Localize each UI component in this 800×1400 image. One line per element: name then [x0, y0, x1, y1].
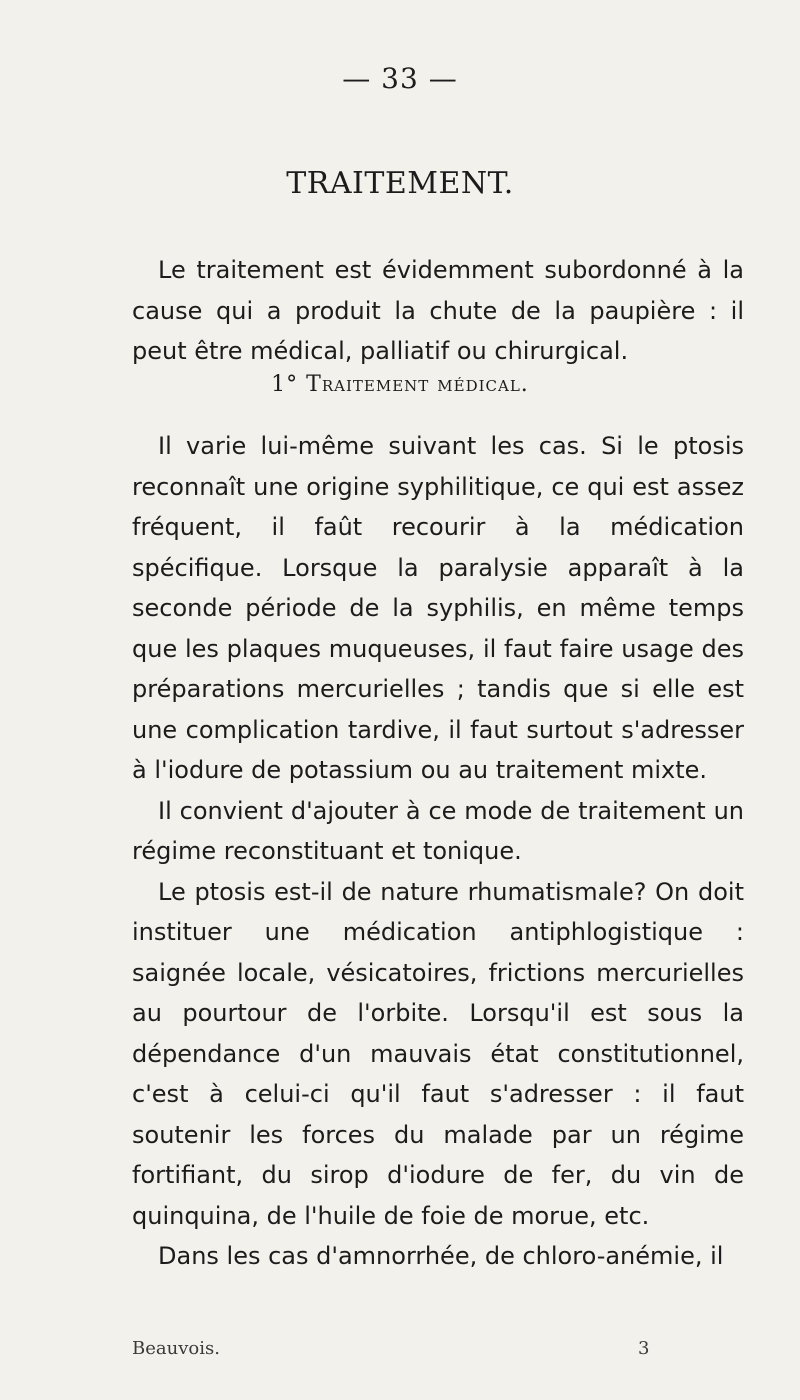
- intro-paragraph: Le traitement est évidemment subordonné à la cause qui a produit la chute de la paupière : il peut être médical, palliatif ou chirurgical.: [132, 256, 744, 365]
- body-text: [132, 426, 744, 1277]
- chapter-title: TRAITEMENT.: [286, 166, 514, 201]
- intro-block: [132, 250, 744, 372]
- page-number: — 33 —: [342, 62, 458, 95]
- footer-author: Beauvois.: [132, 1338, 220, 1359]
- paragraph: Dans les cas d'amnorrhée, de chloro-anémie, il: [158, 1242, 724, 1270]
- paragraph: Il varie lui-même suivant les cas. Si le ptosis reconnaît une origine syphilitique, ce qui est assez fréquent, il faût recourir à la médication spécifique. Lorsque la paralysie apparaît à la seconde période de la syphilis, en même temps que les plaques muqueuses, il faut faire usage des préparations mercurielles ; tandis que si elle est une complication tardive, il faut surtout s'adresser à l'iodure de potassium ou au traitement mixte.: [132, 432, 744, 784]
- section-heading: 1° Traitement médical.: [271, 372, 529, 397]
- paragraph: Il convient d'ajouter à ce mode de traitement un régime reconstituant et tonique.: [132, 796, 744, 865]
- signature-mark: 3: [638, 1338, 650, 1359]
- paragraph: Le ptosis est-il de nature rhumatismale? On doit instituer une médication antiphlogistique : saignée locale, vésicatoires, frictions mercurielles au pourtour de l'orbite. Lorsqu'il est sous la dépendance d'un mauvais état constitutionnel, c'est à celui-ci qu'il faut s'adresser : il faut soutenir les forces du malade par un régime fortifiant, du sirop d'iodure de fer, du vin de quinquina, de l'huile de foie de morue, etc.: [132, 877, 744, 1230]
